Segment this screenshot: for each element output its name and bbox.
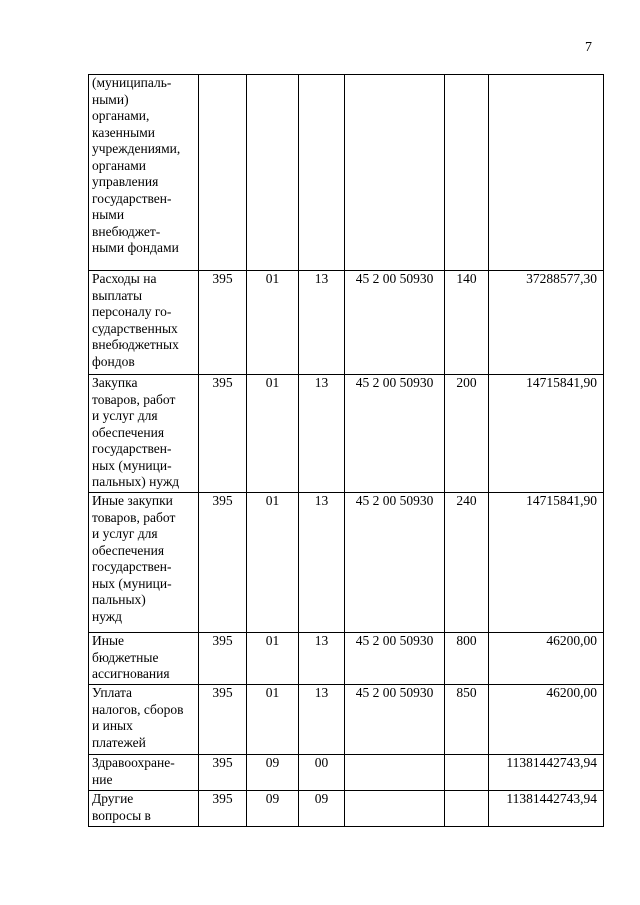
cell-amount: 14715841,90 — [489, 375, 604, 493]
cell-csr: 45 2 00 50930 — [345, 375, 445, 493]
cell-amount: 37288577,30 — [489, 271, 604, 375]
cell-amount — [489, 75, 604, 271]
cell-csr — [345, 75, 445, 271]
cell-rz — [247, 75, 299, 271]
budget-table — [88, 74, 604, 827]
cell-vr: 140 — [445, 271, 489, 375]
table-row — [89, 375, 604, 493]
row-name: (муниципаль- ными) органами, казенными учреждениями, органами управления государствен- ными внебюджет- ными фондами — [89, 75, 199, 271]
cell-vr: 800 — [445, 633, 489, 685]
table-row — [89, 755, 604, 791]
cell-pr: 13 — [299, 685, 345, 755]
cell-pr: 13 — [299, 375, 345, 493]
cell-vr — [445, 75, 489, 271]
cell-pr: 09 — [299, 791, 345, 827]
table-row — [89, 685, 604, 755]
cell-amount: 11381442743,94 — [489, 755, 604, 791]
cell-ved: 395 — [199, 633, 247, 685]
cell-csr — [345, 755, 445, 791]
row-name: Закупка товаров, работ и услуг для обеспечения государствен- ных (муници- пальных) нужд — [89, 375, 199, 493]
row-name: Уплата налогов, сборов и иных платежей — [89, 685, 199, 755]
cell-pr: 13 — [299, 633, 345, 685]
cell-rz: 09 — [247, 755, 299, 791]
page-number: 7 — [585, 40, 592, 55]
cell-vr: 240 — [445, 493, 489, 633]
cell-ved: 395 — [199, 791, 247, 827]
row-name: Иные закупки товаров, работ и услуг для обеспечения государствен- ных (муници- пальных) нужд — [89, 493, 199, 633]
cell-amount: 14715841,90 — [489, 493, 604, 633]
cell-ved: 395 — [199, 271, 247, 375]
cell-rz: 01 — [247, 271, 299, 375]
cell-vr: 850 — [445, 685, 489, 755]
cell-ved — [199, 75, 247, 271]
cell-amount: 11381442743,94 — [489, 791, 604, 827]
row-name: Иные бюджетные ассигнования — [89, 633, 199, 685]
cell-ved: 395 — [199, 493, 247, 633]
cell-ved: 395 — [199, 375, 247, 493]
cell-rz: 01 — [247, 493, 299, 633]
cell-rz: 01 — [247, 375, 299, 493]
cell-csr: 45 2 00 50930 — [345, 633, 445, 685]
cell-vr — [445, 755, 489, 791]
cell-amount: 46200,00 — [489, 633, 604, 685]
cell-csr: 45 2 00 50930 — [345, 685, 445, 755]
cell-csr — [345, 791, 445, 827]
table-row — [89, 271, 604, 375]
cell-csr: 45 2 00 50930 — [345, 493, 445, 633]
row-name: Здравоохране- ние — [89, 755, 199, 791]
cell-rz: 01 — [247, 633, 299, 685]
cell-pr: 13 — [299, 493, 345, 633]
cell-pr: 00 — [299, 755, 345, 791]
cell-rz: 01 — [247, 685, 299, 755]
cell-pr: 13 — [299, 271, 345, 375]
cell-ved: 395 — [199, 685, 247, 755]
table-row — [89, 633, 604, 685]
cell-amount: 46200,00 — [489, 685, 604, 755]
cell-vr — [445, 791, 489, 827]
cell-rz: 09 — [247, 791, 299, 827]
table-row — [89, 493, 604, 633]
row-name: Расходы на выплаты персоналу го- сударственных внебюджетных фондов — [89, 271, 199, 375]
cell-vr: 200 — [445, 375, 489, 493]
cell-csr: 45 2 00 50930 — [345, 271, 445, 375]
cell-pr — [299, 75, 345, 271]
row-name: Другие вопросы в — [89, 791, 199, 827]
cell-ved: 395 — [199, 755, 247, 791]
table-row — [89, 75, 604, 271]
table-row — [89, 791, 604, 827]
